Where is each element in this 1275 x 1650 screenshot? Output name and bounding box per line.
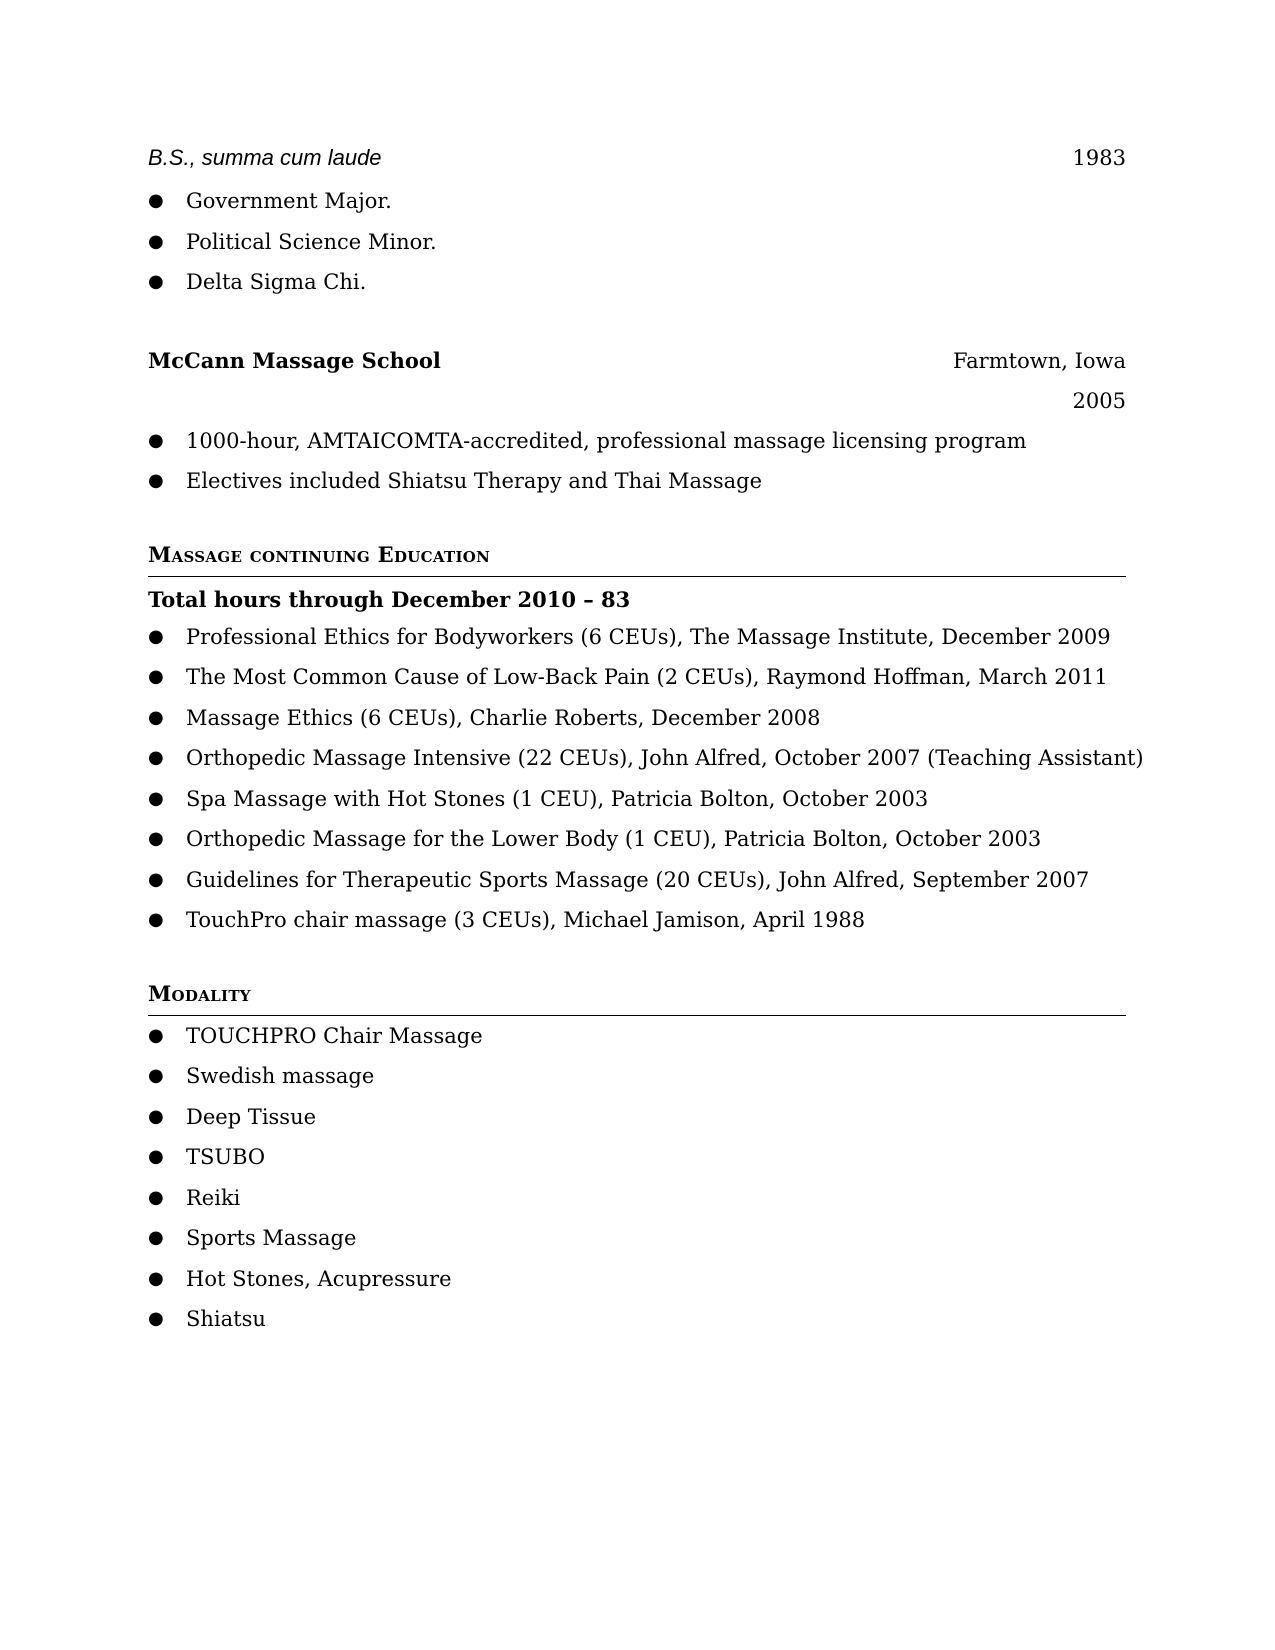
list-item-text: Government Major.: [186, 189, 392, 213]
list-item: [148, 461, 1126, 502]
list-item: [148, 1178, 1126, 1219]
bullet-icon: ●: [148, 190, 164, 211]
list-item-text: Orthopedic Massage for the Lower Body (1 CEU), Patricia Bolton, October 2003: [186, 827, 1042, 851]
school-year: 2005: [1072, 388, 1126, 413]
bullet-icon: ●: [148, 706, 164, 728]
modality-section: [148, 979, 1126, 1340]
bullet-icon: ●: [148, 429, 164, 451]
list-item-text: Reiki: [186, 1185, 241, 1210]
list-item: [148, 222, 1126, 263]
list-item: [148, 1097, 1126, 1138]
section-heading-modality: Modality: [148, 979, 1126, 1016]
list-item-text: TSUBO: [186, 1145, 266, 1169]
bullet-icon: ●: [148, 470, 164, 491]
bullet-icon: ●: [148, 666, 164, 687]
list-item-text: TouchPro chair massage (3 CEUs), Michael Jamison, April 1988: [186, 908, 866, 932]
modality-list: [148, 1016, 1126, 1340]
bullet-icon: ●: [148, 787, 164, 809]
list-item: [148, 1056, 1126, 1097]
list-item: [148, 181, 1126, 222]
list-item: [148, 421, 1126, 462]
degree-bullet-list: [148, 181, 1126, 303]
section-heading-continuing-education: Massage continuing Education: [148, 540, 1126, 577]
list-item-text: Guidelines for Therapeutic Sports Massage (20 CEUs), John Alfred, September 2007: [186, 867, 1090, 892]
bullet-icon: ●: [148, 625, 164, 647]
bullet-icon: ●: [148, 1308, 164, 1329]
list-item-text: Shiatsu: [186, 1307, 266, 1331]
bullet-icon: ●: [148, 868, 164, 890]
school-location: Farmtown, Iowa: [953, 348, 1126, 373]
bullet-icon: ●: [148, 828, 164, 849]
list-item-text: Hot Stones, Acupressure: [186, 1266, 452, 1291]
bullet-icon: ●: [148, 1024, 164, 1046]
degree-row: [148, 145, 1126, 181]
bullet-icon: ●: [148, 747, 164, 768]
list-item-text: Orthopedic Massage Intensive (22 CEUs), John Alfred, October 2007 (Teaching Assistant): [186, 746, 1144, 770]
list-item: [148, 819, 1126, 860]
bullet-icon: ●: [148, 1065, 164, 1086]
list-item: [148, 1218, 1126, 1259]
list-item: [148, 738, 1144, 779]
list-item-text: Massage Ethics (6 CEUs), Charlie Roberts, December 2008: [186, 705, 821, 730]
list-item: [148, 1299, 1126, 1340]
list-item-text: Swedish massage: [186, 1064, 375, 1088]
list-item: [148, 900, 1126, 941]
continuing-education-section: [148, 540, 1144, 941]
bullet-icon: ●: [148, 1227, 164, 1248]
school-block: [148, 341, 1126, 502]
bullet-icon: ●: [148, 1186, 164, 1208]
list-item: [148, 698, 1126, 739]
list-item: [148, 1016, 1126, 1057]
bullet-icon: ●: [148, 1146, 164, 1167]
list-item-text: The Most Common Cause of Low-Back Pain (2 CEUs), Raymond Hoffman, March 2011: [186, 665, 1108, 689]
bullet-icon: ●: [148, 1105, 164, 1127]
resume-content: [148, 145, 1144, 1340]
school-header-row: [148, 341, 1126, 381]
total-hours-heading: Total hours through December 2010 – 83: [148, 586, 631, 612]
bullet-icon: ●: [148, 230, 164, 252]
list-item: [148, 657, 1126, 698]
list-item-text: Political Science Minor.: [186, 229, 437, 254]
list-item-text: Sports Massage: [186, 1226, 357, 1250]
school-name: McCann Massage School: [148, 347, 441, 373]
bullet-icon: ●: [148, 271, 164, 292]
degree-title: B.S., summa cum laude: [148, 145, 382, 170]
list-item: [148, 1137, 1126, 1178]
list-item-text: Professional Ethics for Bodyworkers (6 CEUs), The Massage Institute, December 2009: [186, 624, 1111, 649]
list-item: [148, 617, 1126, 658]
list-item-text: TOUCHPRO Chair Massage: [186, 1023, 483, 1048]
degree-year: 1983: [1072, 146, 1126, 170]
list-item: [148, 860, 1126, 901]
school-bullet-list: [148, 421, 1126, 502]
list-item-text: Spa Massage with Hot Stones (1 CEU), Patricia Bolton, October 2003: [186, 786, 929, 811]
bullet-icon: ●: [148, 1267, 164, 1289]
continuing-education-list: [148, 617, 1144, 941]
list-item: [148, 262, 1126, 303]
bullet-icon: ●: [148, 909, 164, 930]
list-item-text: Deep Tissue: [186, 1104, 317, 1129]
list-item-text: 1000-hour, AMTAICOMTA-accredited, professional massage licensing program: [186, 428, 1027, 453]
list-item: [148, 1259, 1126, 1300]
list-item-text: Electives included Shiatsu Therapy and Thai Massage: [186, 469, 763, 493]
list-item: [148, 779, 1126, 820]
list-item-text: Delta Sigma Chi.: [186, 270, 367, 294]
